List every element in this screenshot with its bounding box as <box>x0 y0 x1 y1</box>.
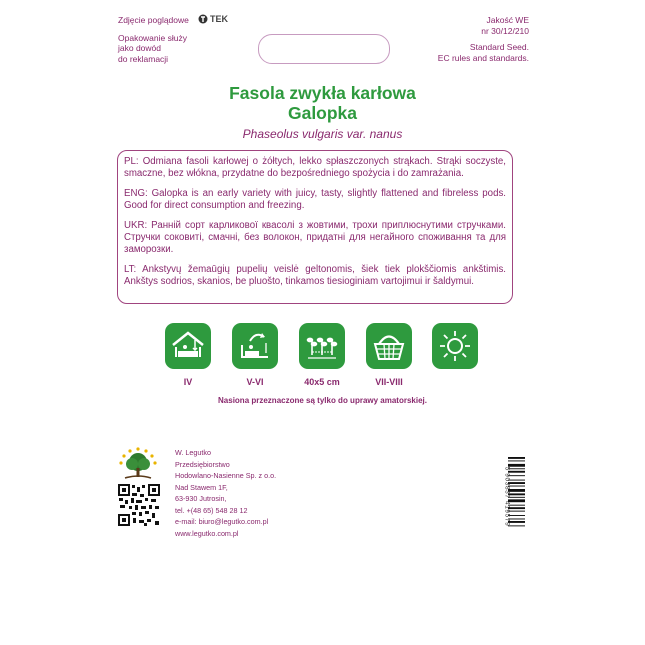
company-phone: tel. +(48 65) 548 28 12 <box>175 505 248 515</box>
company-line-4: Nad Stawem 1F, <box>175 482 228 492</box>
barcode-number: 5 903837 419579 <box>503 466 511 527</box>
icon-label-4: VII-VIII <box>375 377 403 387</box>
quality-line-1: Jakość WE <box>486 15 529 25</box>
description-pl: PL: Odmiana fasoli karłowej o żółtych, lekko spłaszczonych strąkach. Strąki soczyste, smaczne, bez włókna, przydatne do bezpośredniego spożycia i do zamrażania. <box>124 156 506 179</box>
latin-name: Phaseolus vulgaris var. nanus <box>242 127 403 141</box>
standard-line-2: EC rules and standards. <box>437 52 529 63</box>
harvest-basket-icon <box>366 323 412 369</box>
cultivation-icons <box>165 323 485 393</box>
standard-line-1: Standard Seed. <box>469 42 529 52</box>
complaint-line-1: Opakowanie służy <box>118 32 187 43</box>
quality-line-2: nr 30/12/210 <box>481 25 529 36</box>
amateur-note: Nasiona przeznaczone są tylko do uprawy amatorskiej. <box>218 396 427 405</box>
company-line-1: W. Legutko <box>175 448 211 457</box>
company-line-3: Hodowlano-Nasienne Sp. z o.o. <box>175 471 277 480</box>
greenhouse-sowing-icon <box>165 323 211 369</box>
company-email: e-mail: biuro@legutko.com.pl <box>175 517 269 526</box>
header-right <box>389 15 529 63</box>
icon-label-2: V-VI <box>246 377 264 387</box>
tek-icon <box>198 14 208 24</box>
description-box <box>117 150 513 304</box>
sun-icon <box>432 323 478 369</box>
icon-label-3: 40x5 cm <box>304 377 340 387</box>
icon-label-1: IV <box>183 377 193 387</box>
complaint-line-3: do reklamacji <box>118 53 169 64</box>
legutko-logo <box>117 446 159 482</box>
company-website: www.legutko.com.pl <box>175 528 239 538</box>
company-info <box>175 447 305 539</box>
title-line-1: Fasola zwykła karłowa <box>229 83 416 103</box>
plant-spacing-icon <box>299 323 345 369</box>
photo-note: Zdjęcie poglądowe <box>118 15 189 25</box>
qr-code <box>117 483 161 527</box>
outdoor-sowing-icon <box>232 323 278 369</box>
tek-logo <box>198 14 228 24</box>
hang-tab-outline <box>258 34 390 64</box>
company-line-5: 63-930 Jutrosin, <box>175 494 227 503</box>
complaint-line-2: jako dowód <box>118 43 162 53</box>
title-line-2: Galopka <box>287 103 358 123</box>
description-ukr: UKR: Ранній сорт карликової квасолі з жовтими, трохи приплюснутими стручками. Стручки соковиті, смачні, без волокон, придатні для негайного споживання та для заморозки. <box>124 220 506 255</box>
product-title <box>0 83 645 123</box>
barcode <box>494 455 526 541</box>
description-lt: LT: Ankstyvų žemaūgių pupelių veislė geltonomis, šiek tiek plokščiomis ankštimis. Ankštys sodrios, skanios, be pluošto, tinkamos tiesioginiam vartojimui ir šaldymui. <box>124 264 506 287</box>
description-eng: ENG: Galopka is an early variety with juicy, tasty, slightly flattened and fibreless pods. Good for direct consumption and freezing. <box>124 188 506 211</box>
company-line-2: Przedsiębiorstwo <box>175 459 230 469</box>
tek-label: TEK <box>210 14 228 24</box>
